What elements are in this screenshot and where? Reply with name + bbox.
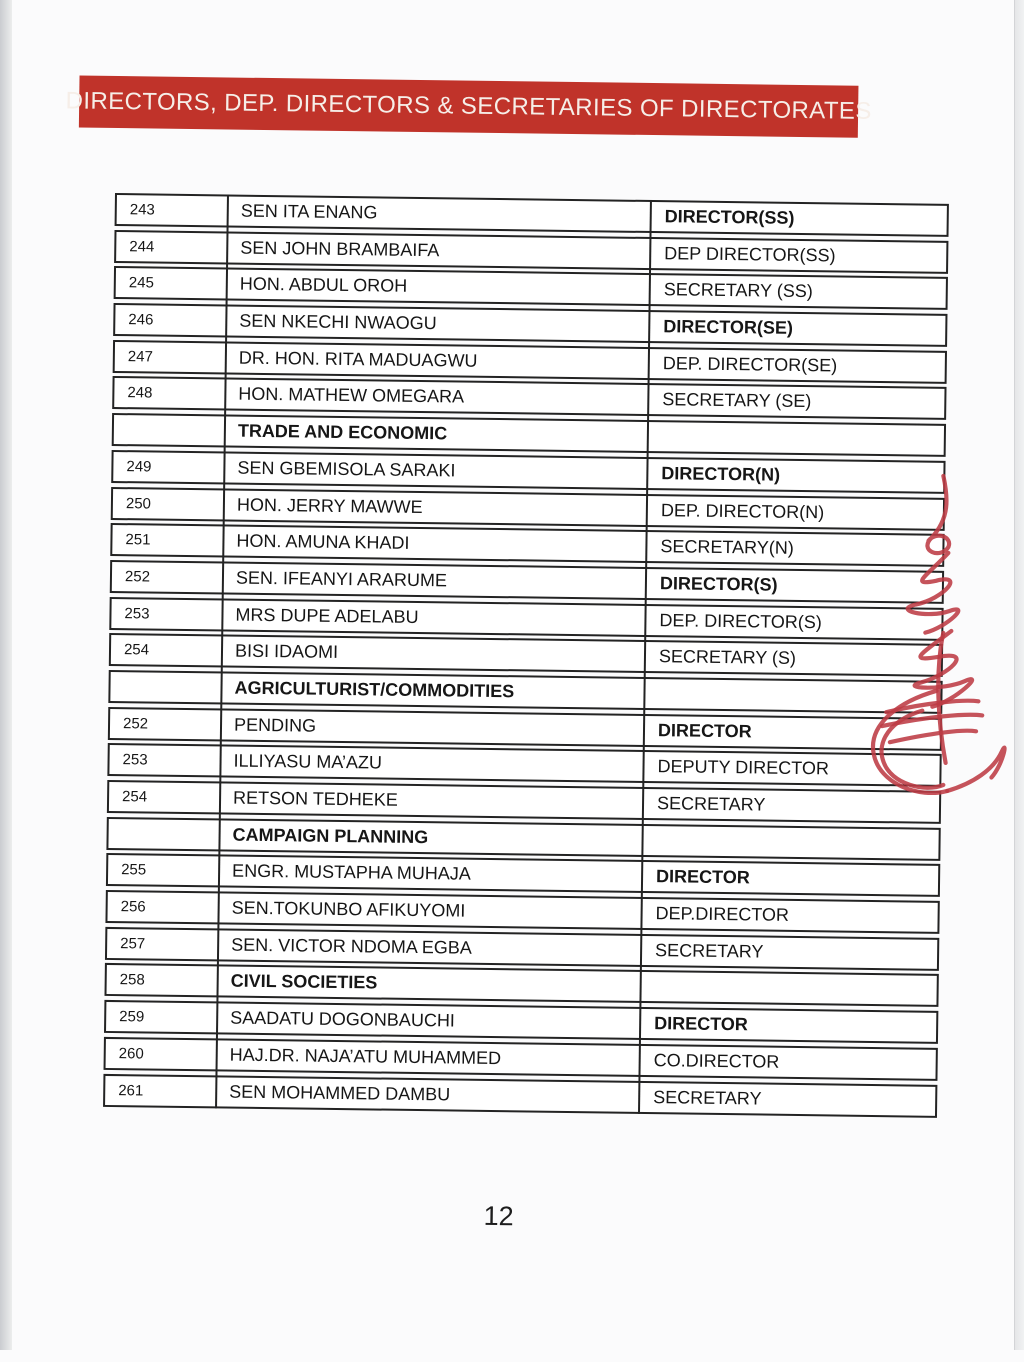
row-title-cell: DIRECTOR(SS) — [664, 206, 795, 228]
row-name-cell: MRS DUPE ADELABU — [235, 604, 419, 627]
row-name-cell: HON. MATHEW OMEGARA — [238, 384, 465, 408]
row-name-cell: HON. ABDUL OROH — [239, 274, 408, 297]
row-name-cell: SEN JOHN BRAMBAIFA — [240, 237, 440, 260]
row-title-cell: SECRETARY — [656, 793, 766, 815]
row-title-cell — [641, 826, 938, 859]
row-number-cell: 252 — [124, 568, 151, 586]
table-row — [104, 963, 938, 1007]
row-number-cell: 257 — [120, 934, 146, 953]
table-row — [107, 780, 941, 824]
row-number-cell — [114, 415, 224, 445]
row-name-cell: ILLIYASU MA’AZU — [233, 750, 383, 773]
table-row — [104, 1000, 938, 1044]
row-number-cell: 248 — [127, 384, 153, 402]
row-title-cell: SECRETARY (S) — [658, 646, 797, 669]
row-name-cell: SEN. VICTOR NDOMA EGBA — [231, 934, 473, 958]
row-title-cell: DEP. DIRECTOR(S) — [659, 609, 822, 632]
table-row — [114, 266, 948, 310]
table-row — [115, 193, 949, 237]
table-row — [106, 853, 940, 897]
row-number-cell: 252 — [122, 714, 149, 733]
row-number-cell: 260 — [118, 1044, 144, 1063]
row-number-cell: 258 — [119, 971, 145, 989]
row-name-cell: SEN. IFEANYI ARARUME — [235, 567, 448, 591]
table-row — [104, 1037, 938, 1081]
row-name-cell: ENGR. MUSTAPHA MUHAJA — [232, 860, 471, 885]
row-title-cell: DIRECTOR(SE) — [663, 316, 794, 338]
row-title-cell: CO.DIRECTOR — [653, 1049, 780, 1072]
row-name-cell: AGRICULTURIST/COMMODITIES — [234, 677, 515, 702]
row-name-cell: PENDING — [233, 714, 317, 736]
row-name-cell: CIVIL SOCIETIES — [230, 971, 378, 993]
row-title-cell — [647, 422, 944, 455]
row-number-cell: 254 — [123, 641, 150, 659]
row-number-cell: 246 — [128, 311, 154, 329]
row-name-cell: HON. JERRY MAWWE — [236, 494, 423, 517]
row-title-cell: DIRECTOR — [657, 719, 752, 742]
row-number-cell: 243 — [129, 201, 155, 219]
table-row — [110, 560, 944, 604]
row-name-cell: RETSON TEDHEKE — [232, 787, 398, 810]
row-number-cell: 245 — [128, 274, 154, 292]
row-name-cell: SEN GBEMISOLA SARAKI — [237, 457, 456, 481]
row-name-cell: SEN.TOKUNBO AFIKUYOMI — [231, 897, 466, 921]
row-number-cell: 256 — [120, 898, 146, 916]
row-title-cell: DEP. DIRECTOR(SE) — [662, 352, 838, 376]
row-title-cell: DEP. DIRECTOR(N) — [660, 499, 825, 522]
table-row — [105, 927, 939, 971]
row-number-cell: 249 — [126, 457, 152, 476]
table-row — [112, 376, 946, 420]
row-number-cell: 251 — [125, 531, 151, 549]
row-number-cell — [110, 672, 220, 702]
row-title-cell: DEPUTY DIRECTOR — [657, 756, 830, 779]
row-title-cell: DIRECTOR(S) — [659, 573, 778, 595]
row-name-cell: SAADATU DOGONBAUCHI — [230, 1007, 456, 1031]
section-banner — [65, 76, 872, 138]
row-number-cell: 259 — [119, 1008, 145, 1026]
row-number-cell: 253 — [124, 604, 150, 623]
row-title-cell — [639, 972, 936, 1005]
page-number: 12 — [483, 1200, 514, 1232]
row-name-cell: CAMPAIGN PLANNING — [232, 824, 429, 847]
table-row — [108, 670, 942, 714]
table-row — [103, 1073, 937, 1117]
row-title-cell — [643, 679, 940, 712]
row-name-cell: TRADE AND ECONOMIC — [237, 420, 448, 444]
table-row — [111, 450, 945, 494]
row-title-cell: DIRECTOR — [654, 1013, 748, 1035]
row-name-cell: HAJ.DR. NAJA’ATU MUHAMMED — [229, 1044, 502, 1068]
row-number-cell: 255 — [121, 861, 147, 879]
row-title-cell: DIRECTOR — [655, 866, 750, 888]
row-number-cell: 244 — [129, 237, 155, 256]
row-name-cell: SEN ITA ENANG — [240, 200, 378, 223]
row-title-cell: SECRETARY — [655, 939, 764, 962]
row-name-cell: SEN NKECHI NWAOGU — [239, 310, 437, 334]
row-name-cell: HON. AMUNA KHADI — [236, 530, 410, 554]
table-row — [109, 633, 943, 677]
row-number-cell: 250 — [125, 494, 152, 512]
row-number-cell: 254 — [121, 788, 148, 806]
table-row — [109, 597, 943, 641]
row-title-cell: DEP.DIRECTOR — [655, 903, 790, 925]
table-row — [106, 817, 940, 861]
row-name-cell: SEN MOHAMMED DAMBU — [229, 1081, 451, 1104]
row-title-cell: SECRETARY (SS) — [663, 279, 813, 302]
table-row — [114, 230, 948, 274]
row-name-cell: DR. HON. RITA MADUAGWU — [238, 347, 478, 371]
row-number-cell: 253 — [122, 751, 148, 769]
row-title-cell: SECRETARY — [653, 1086, 762, 1109]
table-row — [111, 486, 945, 530]
banner-title: DIRECTORS, DEP. DIRECTORS & SECRETARIES OF DIRECTORATES — [65, 87, 872, 125]
row-title-cell: SECRETARY(N) — [660, 536, 794, 559]
table-row — [112, 413, 946, 457]
row-name-cell: BISI IDAOMI — [234, 640, 339, 663]
row-number-cell — [108, 819, 218, 849]
row-title-cell: DIRECTOR(N) — [661, 462, 781, 485]
directorates-table — [103, 193, 951, 1122]
table-row — [107, 743, 941, 787]
table-row — [113, 303, 947, 347]
row-number-cell: 261 — [118, 1081, 144, 1099]
row-title-cell: DEP DIRECTOR(SS) — [664, 242, 836, 266]
row-number-cell: 247 — [127, 347, 154, 366]
row-title-cell: SECRETARY (SE) — [662, 389, 812, 412]
